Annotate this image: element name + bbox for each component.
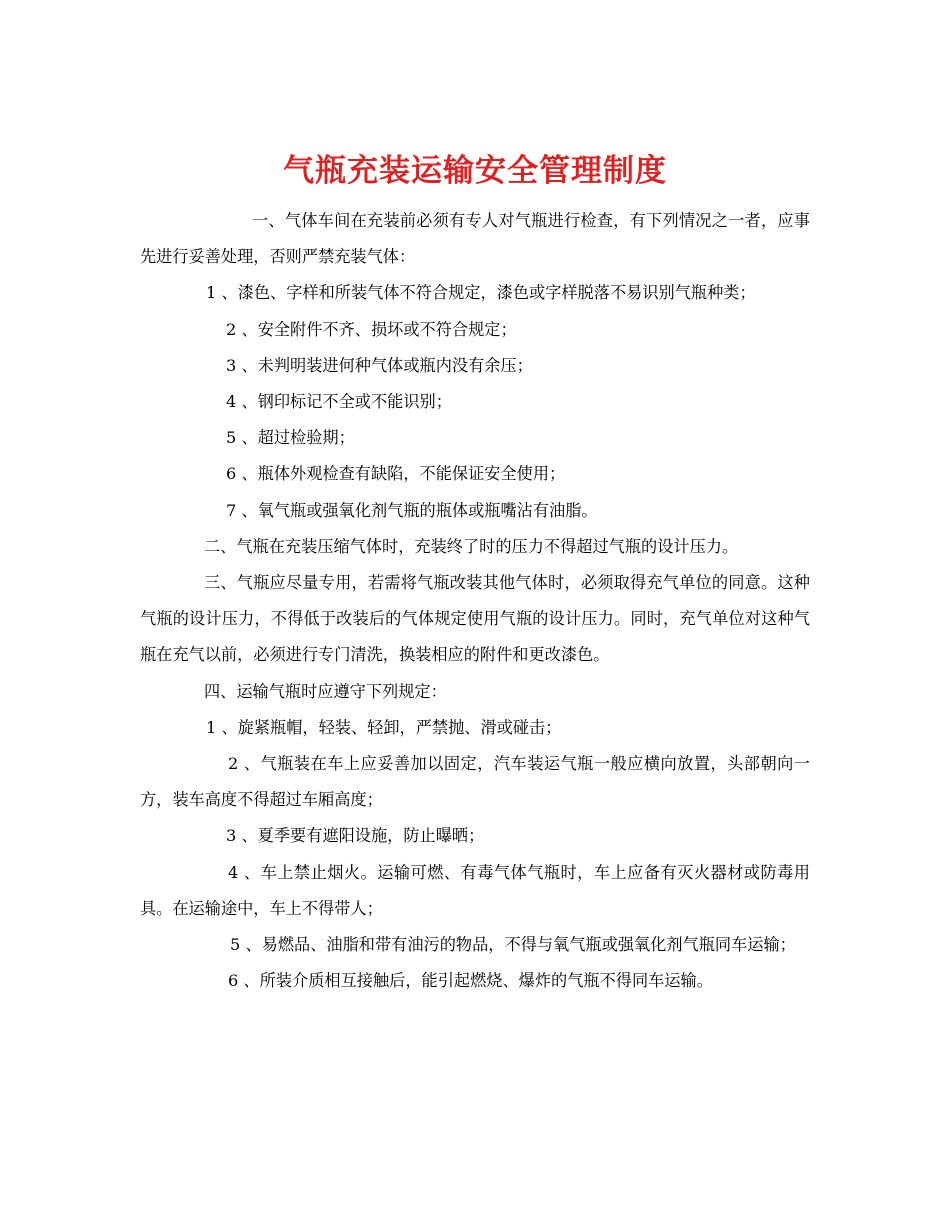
list-item: 6 、所装介质相互接触后，能引起燃烧、爆炸的气瓶不得同车运输。 — [228, 971, 713, 991]
list-item: 3 、未判明装进何种气体或瓶内没有余压； — [226, 355, 533, 375]
document-body — [140, 203, 810, 999]
list-item: 4 、车上禁止烟火。运输可燃、有毒气体气瓶时，车上应备有灭火器材或防毒用具。在运输途中，车上不得带人； — [140, 862, 810, 918]
list-item: 5 、易燃品、油脂和带有油污的物品，不得与氧气瓶或强氧化剂气瓶同车运输； — [230, 935, 796, 955]
list-item: 3 、夏季要有遮阳设施，防止曝晒； — [226, 826, 485, 846]
section-3-paragraph: 三、气瓶应尽量专用，若需将气瓶改装其他气体时，必须取得充气单位的同意。这种气瓶的设计压力，不得低于改装后的气体规定使用气瓶的设计压力。同时，充气单位对这种气瓶在充气以前，必须进行专门清洗，换装相应的附件和更改漆色。 — [140, 573, 810, 665]
section-4-heading: 四、运输气瓶时应遵守下列规定： — [204, 681, 447, 701]
list-item: 6 、瓶体外观检查有缺陷，不能保证安全使用； — [226, 464, 566, 484]
document-title: 气瓶充装运输安全管理制度 — [283, 152, 667, 189]
list-item: 2 、安全附件不齐、损坏或不符合规定； — [226, 319, 517, 339]
list-item: 1 、旋紧瓶帽，轻装、轻卸，严禁抛、滑或碰击； — [206, 717, 562, 737]
list-item: 1 、漆色、字样和所装气体不符合规定，漆色或字样脱落不易识别气瓶种类； — [206, 283, 756, 303]
list-item: 5 、超过检验期； — [226, 428, 355, 448]
list-item: 7 、氧气瓶或强氧化剂气瓶的瓶体或瓶嘴沾有油脂。 — [226, 500, 598, 520]
list-item: 2 、气瓶装在车上应妥善加以固定，汽车装运气瓶一般应横向放置，头部朝向一方，装车高度不得超过车厢高度； — [140, 754, 810, 810]
section-1-paragraph: 一、气体车间在充装前必须有专人对气瓶进行检查，有下列情况之一者，应事先进行妥善处理，否则严禁充装气体： — [140, 211, 810, 267]
list-item: 4 、钢印标记不全或不能识别； — [226, 392, 452, 412]
section-2-paragraph: 二、气瓶在充装压缩气体时，充装终了时的压力不得超过气瓶的设计压力。 — [204, 536, 739, 556]
